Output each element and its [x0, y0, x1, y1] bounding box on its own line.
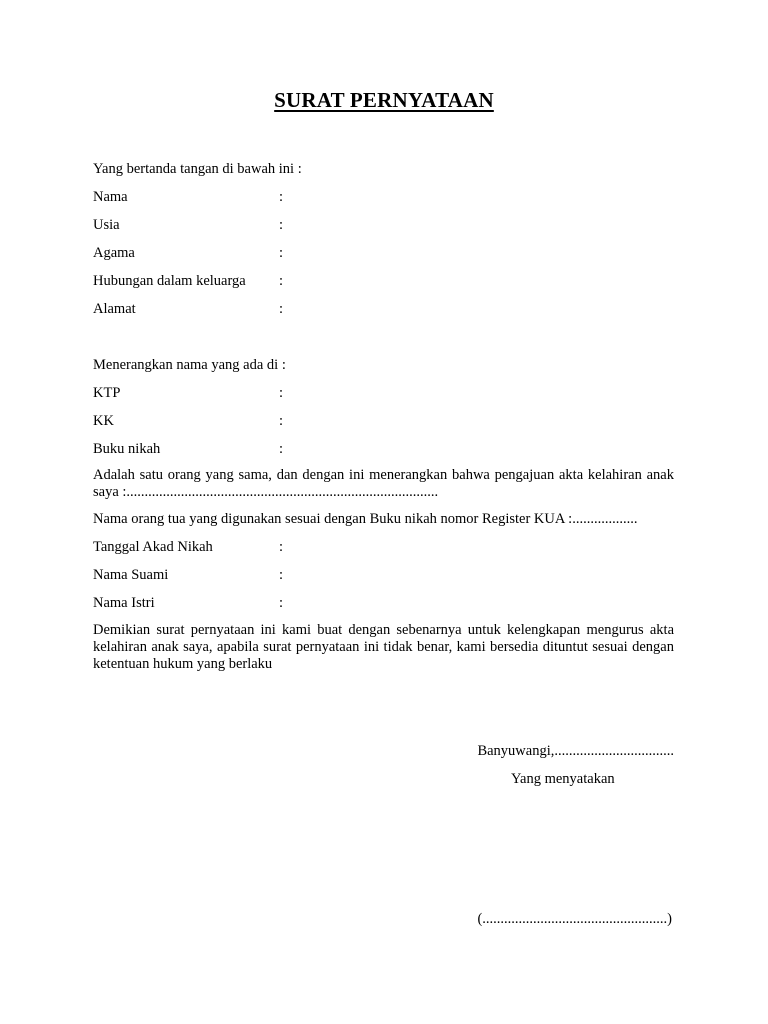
- field-colon: :: [279, 595, 284, 611]
- field-colon: :: [279, 301, 284, 317]
- field-colon: :: [279, 217, 284, 233]
- intro-text: Yang bertanda tangan di bawah ini :: [93, 161, 302, 177]
- field-colon: :: [279, 273, 284, 289]
- field-label: Alamat: [93, 301, 136, 317]
- field-nama-suami: [93, 566, 284, 584]
- field-ktp: [93, 384, 284, 402]
- field-hubungan: [93, 272, 284, 290]
- statement-paragraph: Adalah satu orang yang sama, dan dengan ini menerangkan bahwa pengajuan akta kelahiran anak saya :......................................................................................: [93, 467, 674, 500]
- field-nama: [93, 188, 284, 206]
- field-usia: [93, 216, 284, 234]
- register-line: Nama orang tua yang digunakan sesuai dengan Buku nikah nomor Register KUA :..................: [93, 511, 638, 527]
- field-colon: :: [279, 245, 284, 261]
- field-colon: :: [279, 413, 284, 429]
- field-colon: :: [279, 441, 284, 457]
- field-label: Usia: [93, 217, 120, 233]
- field-kk: [93, 412, 284, 430]
- field-alamat: [93, 300, 284, 318]
- field-buku-nikah: [93, 440, 284, 458]
- field-agama: [93, 244, 284, 262]
- doc-intro-text: Menerangkan nama yang ada di :: [93, 357, 286, 373]
- field-label: Agama: [93, 245, 135, 261]
- signer-label: Yang menyatakan: [511, 771, 615, 787]
- field-label: Nama: [93, 189, 128, 205]
- field-label: Tanggal Akad Nikah: [93, 539, 213, 555]
- closing-paragraph: Demikian surat pernyataan ini kami buat dengan sebenarnya untuk kelengkapan mengurus akta kelahiran anak saya, apabila surat pernyataan ini tidak benar, kami bersedia dituntut sesuai dengan ketentuan hukum yang berlaku: [93, 622, 674, 672]
- signature-line: (...................................................): [477, 911, 672, 927]
- field-label: Nama Suami: [93, 567, 169, 583]
- document-title: SURAT PERNYATAAN: [274, 88, 494, 112]
- field-tanggal-akad: [93, 538, 284, 556]
- field-label: Hubungan dalam keluarga: [93, 273, 246, 289]
- field-colon: :: [279, 567, 284, 583]
- field-colon: :: [279, 539, 284, 555]
- field-label: Buku nikah: [93, 441, 161, 457]
- field-colon: :: [279, 189, 284, 205]
- field-label: KK: [93, 413, 114, 429]
- field-nama-istri: [93, 594, 284, 612]
- field-label: KTP: [93, 385, 121, 401]
- field-label: Nama Istri: [93, 595, 155, 611]
- field-colon: :: [279, 385, 284, 401]
- place-date: Banyuwangi,.................................: [477, 743, 674, 759]
